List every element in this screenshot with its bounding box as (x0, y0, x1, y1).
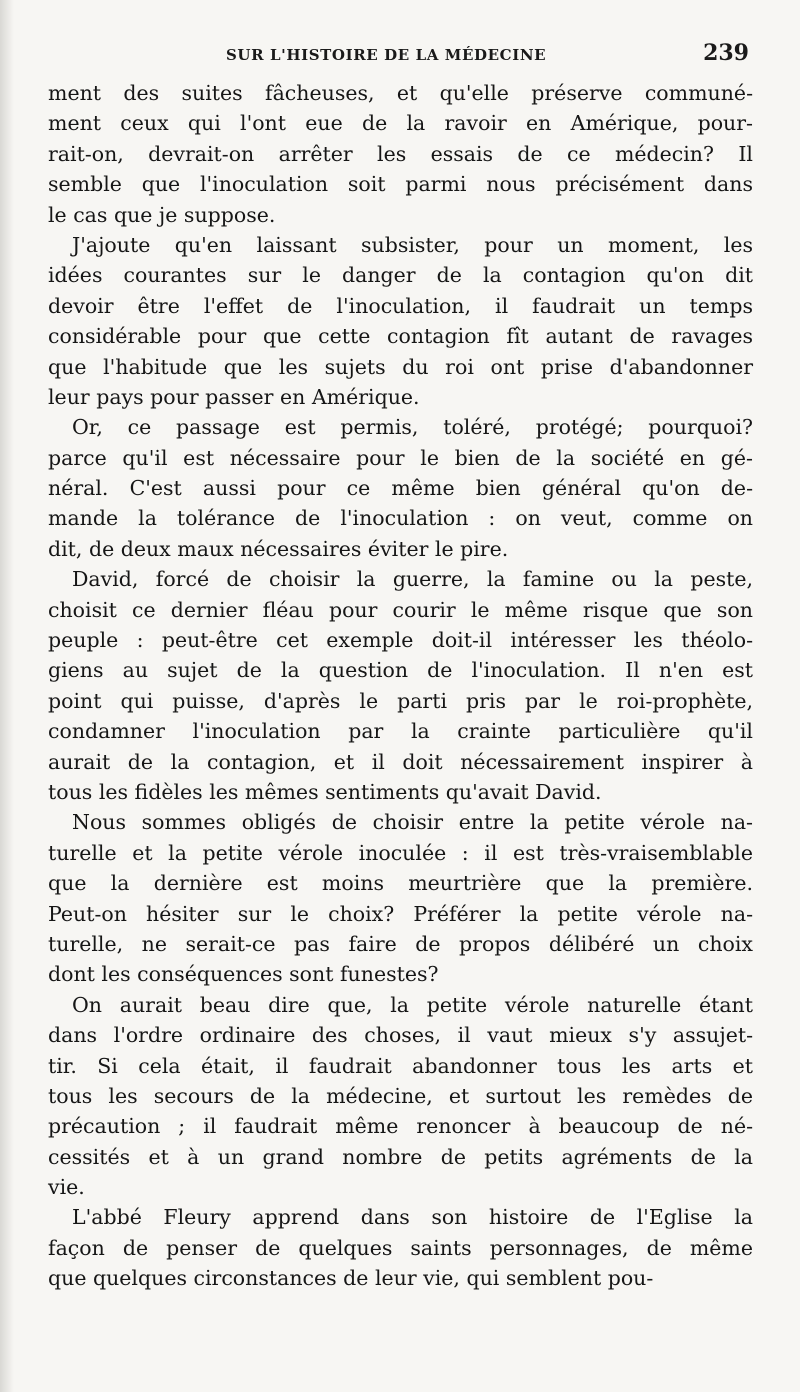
text-line: tous les secours de la médecine, et surtout les remèdes de (48, 1083, 753, 1108)
page-number: 239 (703, 40, 749, 66)
text-line: le cas que je suppose. (48, 202, 276, 227)
text-line: que la dernière est moins meurtrière que la première. (48, 871, 753, 896)
text-line: dont les conséquences sont funestes? (48, 962, 439, 987)
text-line: vie. (48, 1175, 85, 1200)
text-line: peuple : peut-être cet exemple doit-il intéresser les théolo- (48, 628, 753, 653)
page-header (48, 40, 753, 74)
text-line: Nous sommes obligés de choisir entre la petite vérole na- (72, 810, 753, 835)
paragraph (48, 412, 753, 564)
text-line: Peut-on hésiter sur le choix? Préférer la petite vérole na- (48, 901, 753, 926)
text-line: ment des suites fâcheuses, et qu'elle préserve communé- (48, 81, 753, 105)
paragraph (48, 807, 753, 989)
text-line: On aurait beau dire que, la petite vérole naturelle étant (72, 992, 753, 1017)
text-line: aurait de la contagion, et il doit nécessairement inspirer à (48, 749, 753, 774)
text-line: dit, de deux maux nécessaires éviter le pire. (48, 536, 509, 561)
running-title: SUR L'HISTOIRE DE LA MÉDECINE (226, 46, 547, 64)
paragraph (48, 990, 753, 1203)
paragraph (48, 230, 753, 412)
text-line: précaution ; il faudrait même renoncer à beaucoup de né- (48, 1114, 753, 1139)
text-line: choisit ce dernier fléau pour courir le même risque que son (48, 597, 753, 622)
text-line: David, forcé de choisir la guerre, la famine ou la peste, (72, 567, 753, 592)
text-line: condamner l'inoculation par la crainte particulière qu'il (48, 719, 753, 744)
text-line: parce qu'il est nécessaire pour le bien de la société en gé- (48, 445, 753, 470)
text-line: giens au sujet de la question de l'inoculation. Il n'en est (48, 658, 753, 683)
page-gutter-shadow (0, 0, 14, 1392)
paragraph (48, 1202, 753, 1293)
text-line: L'abbé Fleury apprend dans son histoire de l'Eglise la (72, 1205, 753, 1230)
text-line: rait-on, devrait-on arrêter les essais de ce médecin? Il (48, 141, 753, 166)
text-line: turelle et la petite vérole inoculée : il est très-vraisemblable (48, 840, 753, 865)
text-line: tous les fidèles les mêmes sentiments qu'avait David. (48, 779, 602, 804)
text-line: dans l'ordre ordinaire des choses, il vaut mieux s'y assujet- (48, 1023, 753, 1048)
text-line: idées courantes sur le danger de la contagion qu'on dit (48, 263, 753, 288)
body-text (48, 78, 753, 1294)
text-line: néral. C'est aussi pour ce même bien général qu'on de- (48, 476, 753, 501)
text-line: mande la tolérance de l'inoculation : on veut, comme on (48, 506, 753, 531)
text-line: devoir être l'effet de l'inoculation, il faudrait un temps (48, 293, 753, 318)
text-line: ment ceux qui l'ont eue de la ravoir en Amérique, pour- (48, 111, 753, 136)
paragraph (48, 78, 753, 230)
text-line: Or, ce passage est permis, toléré, protégé; pourquoi? (72, 415, 753, 440)
text-line: façon de penser de quelques saints personnages, de même (48, 1235, 753, 1260)
text-line: point qui puisse, d'après le parti pris par le roi-prophète, (48, 688, 753, 713)
text-line: semble que l'inoculation soit parmi nous précisément dans (48, 172, 753, 197)
paragraph (48, 564, 753, 807)
text-line: J'ajoute qu'en laissant subsister, pour un moment, les (72, 232, 753, 257)
text-line: tir. Si cela était, il faudrait abandonner tous les arts et (48, 1053, 753, 1078)
text-line: que l'habitude que les sujets du roi ont prise d'abandonner (48, 354, 753, 379)
text-line: considérable pour que cette contagion fît autant de ravages (48, 324, 753, 349)
text-line: turelle, ne serait-ce pas faire de propos délibéré un choix (48, 931, 753, 956)
text-line: que quelques circonstances de leur vie, qui semblent pou- (48, 1266, 654, 1291)
text-line: cessités et à un grand nombre de petits agréments de la (48, 1144, 753, 1169)
text-line: leur pays pour passer en Amérique. (48, 384, 420, 409)
